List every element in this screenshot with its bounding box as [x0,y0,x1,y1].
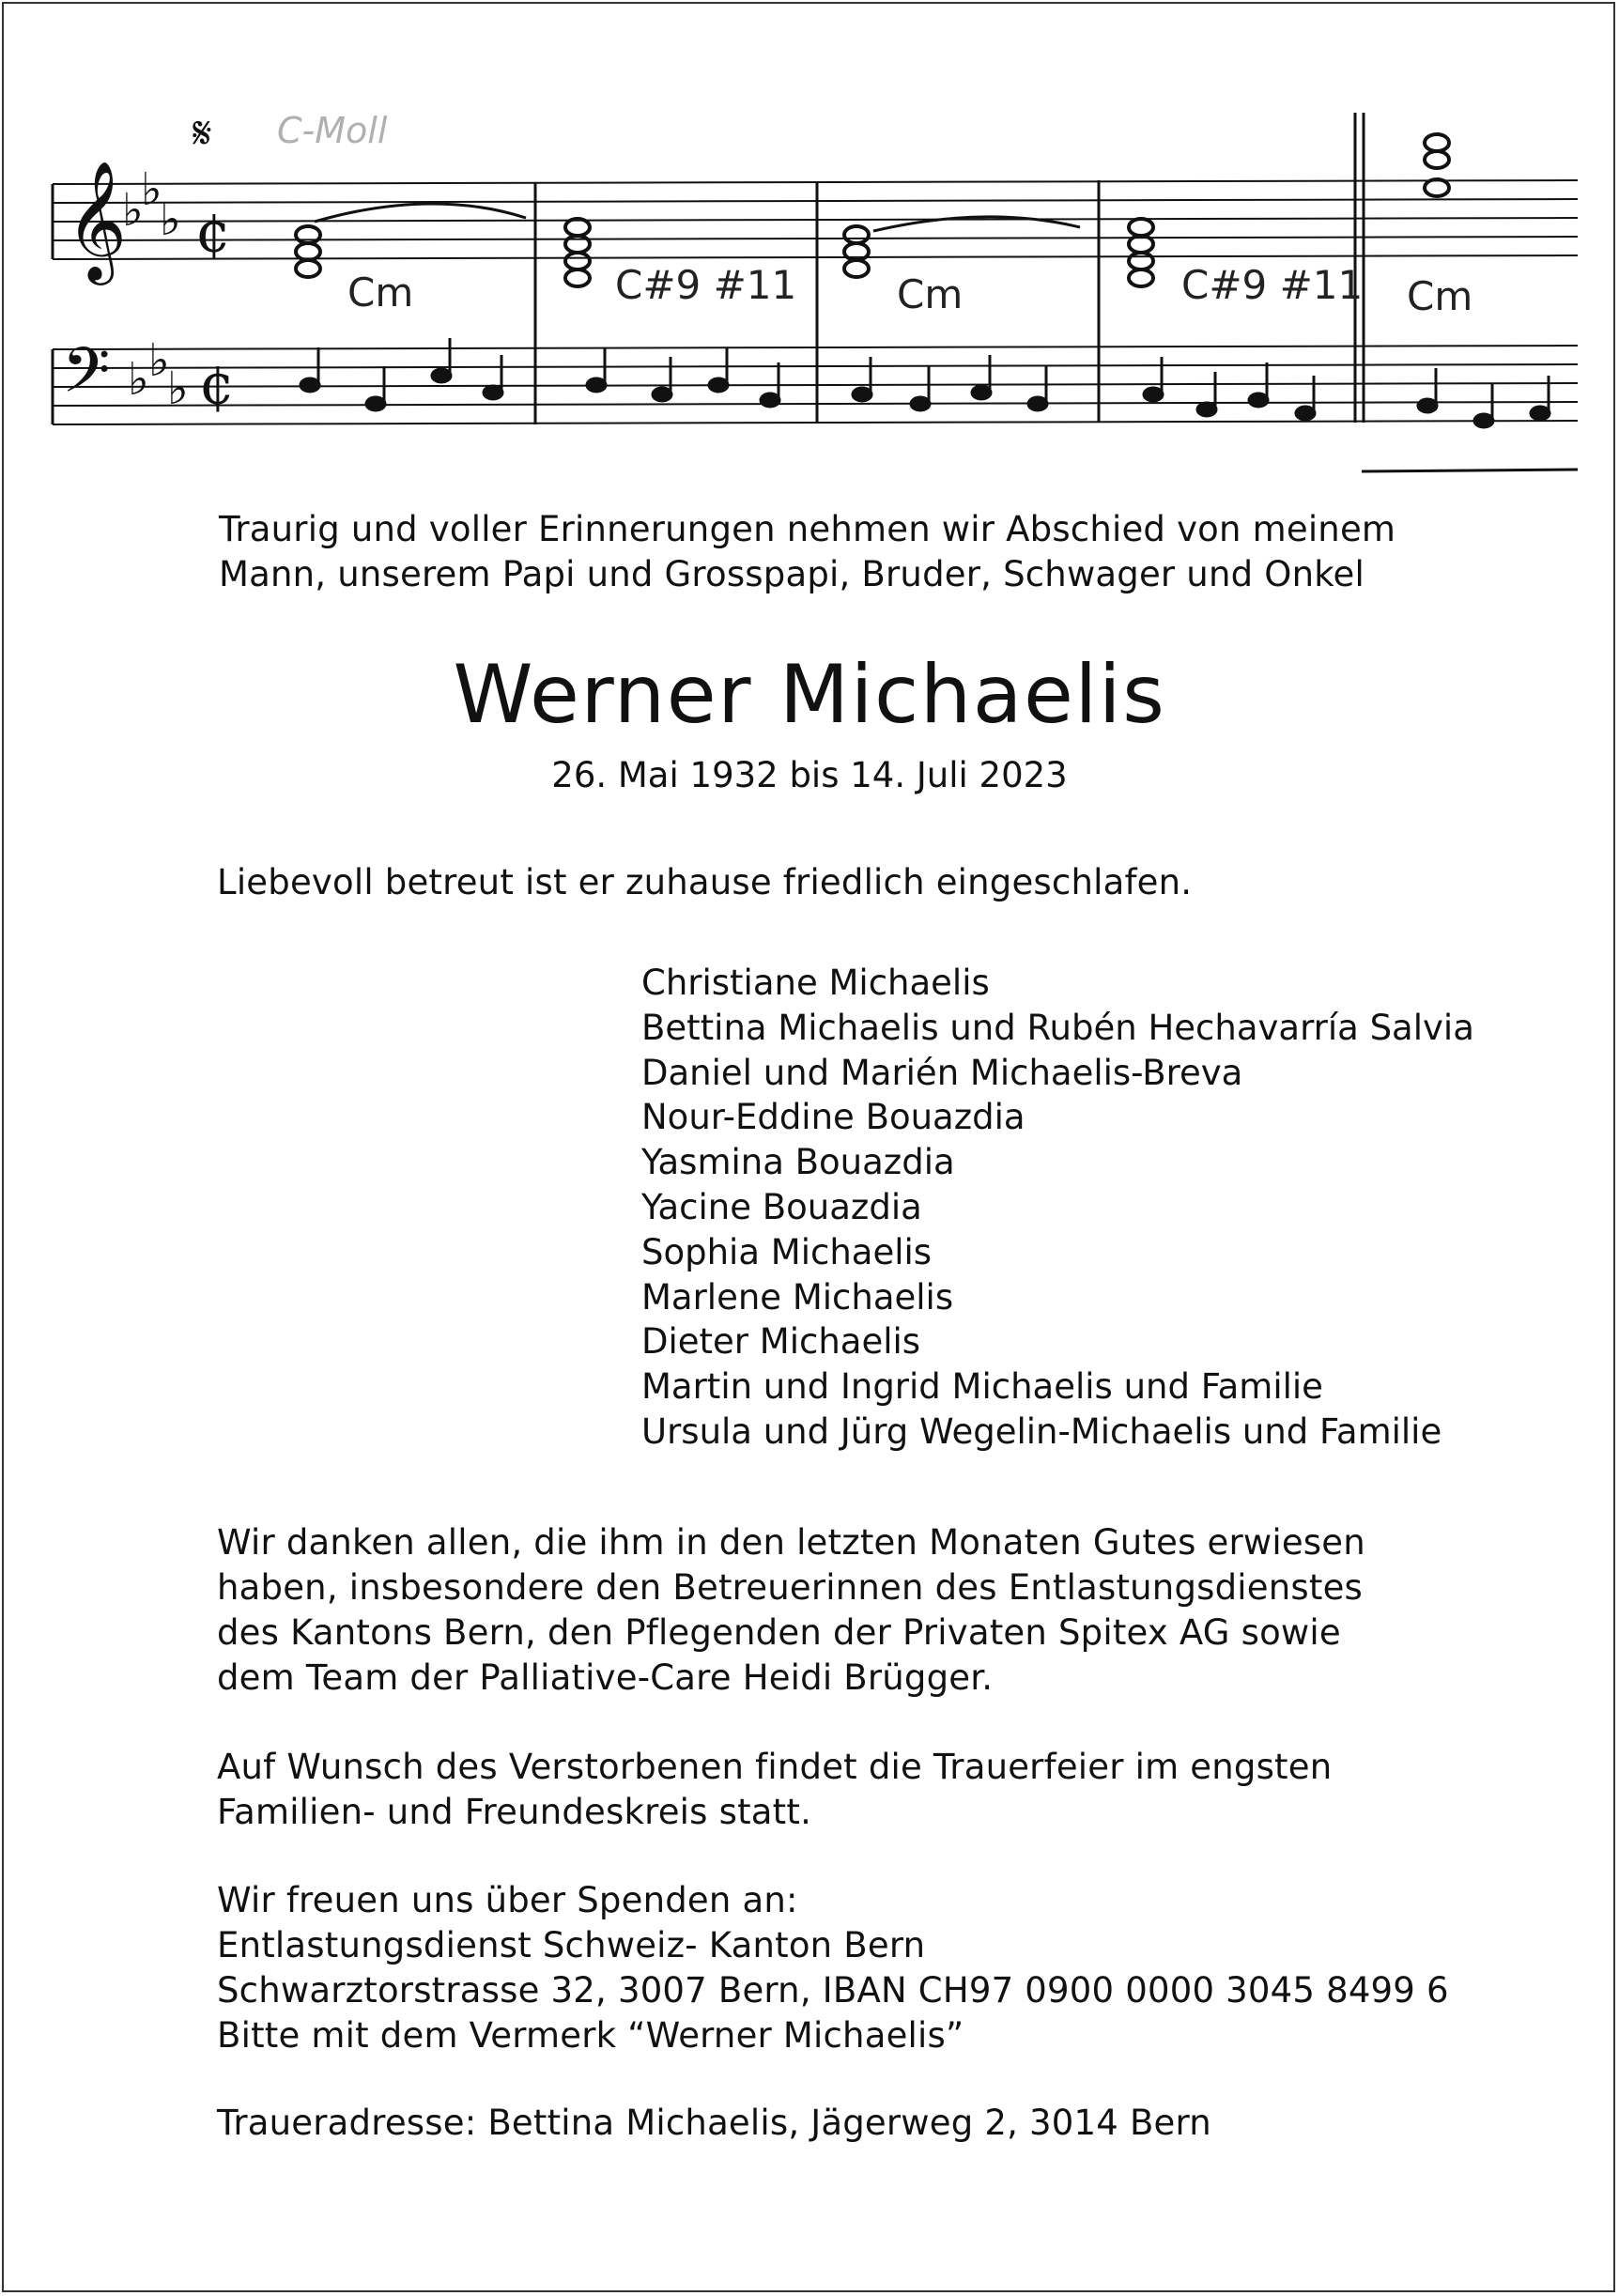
intro-line: Traurig und voller Erinnerungen nehmen wir Abschied von meinem [219,509,1396,549]
mourner-name: Martin und Ingrid Michaelis und Familie [641,1366,1323,1408]
mourner-name: Marlene Michaelis [641,1276,954,1318]
intro-text [219,507,1395,597]
flat-icon: ♭ [167,362,189,415]
mourner-name: Sophia Michaelis [641,1231,933,1272]
donations-line: Bitte mit dem Vermerk “Werner Michaelis” [217,2015,964,2056]
thanks-line: des Kantons Bern, den Pflegenden der Privaten Spitex AG sowie [217,1612,1341,1653]
mourner-name: Ursula und Jürg Wegelin-Michaelis und Familie [641,1410,1442,1452]
life-dates: 26. Mai 1932 bis 14. Juli 2023 [551,755,1068,795]
mourner-name: Christiane Michaelis [641,963,990,1003]
segno-glyph: 𝄋 [193,107,212,160]
mourning-address: Traueradresse: Bettina Michaelis, Jägerweg 2, 3014 Bern [217,2103,1211,2143]
mourner-name: Dieter Michaelis [641,1321,921,1363]
passing-statement: Liebevoll betreut ist er zuhause friedlich eingeschlafen. [217,862,1193,902]
donations-line: Wir freuen uns über Spenden an: [217,1880,798,1920]
cut-time-icon: ¢ [199,352,236,418]
music-score-drawing [47,94,1578,488]
chord-symbol: C#9 #11 [615,262,797,308]
flat-icon: ♭ [148,334,170,387]
deceased-name: Werner Michaelis [453,648,1166,742]
thanks-line: Wir danken allen, die ihm in den letzten Monaten Gutes erwiesen [217,1522,1365,1563]
mourners-list [641,961,1474,1455]
donations-line: Schwarztorstrasse 32, 3007 Bern, IBAN CH97 0900 0000 3045 8499 6 [217,1970,1449,2011]
flat-icon: ♭ [141,163,162,216]
chord-symbol: C#9 #11 [1181,262,1364,308]
mourner-name: Daniel und Marién Michaelis-Breva [641,1052,1243,1093]
cut-time-icon: ¢ [195,200,232,266]
treble-clef-icon: 𝄞 [66,160,128,280]
mourner-name: Yacine Bouazdia [641,1186,922,1227]
donations-line: Entlastungsdienst Schweiz- Kanton Bern [217,1925,926,1965]
bass-clef-icon: 𝄢 [62,334,111,422]
key-annotation: C-Moll [277,110,388,151]
music-score [47,94,1578,488]
mourner-name: Bettina Michaelis und Rubén Hechavarría Salvia [641,1007,1474,1048]
chord-symbol: Cm [1407,273,1473,319]
thanks-line: haben, insbesondere den Betreuerinnen des Entlastungsdienstes [217,1567,1364,1608]
thanks-paragraph [217,1520,1365,1701]
flat-icon: ♭ [128,353,149,406]
ceremony-line: Auf Wunsch des Verstorbenen findet die Trauerfeier im engsten [217,1747,1333,1787]
mourner-name: Yasmina Bouazdia [641,1142,955,1183]
chord-symbol: Cm [897,271,964,317]
thanks-line: dem Team der Palliative-Care Heidi Brügger. [217,1657,994,1698]
ceremony-line: Familien- und Freundeskreis statt. [217,1792,812,1832]
chord-symbol: Cm [347,270,414,316]
donations-paragraph [217,1878,1449,2058]
ceremony-paragraph [217,1745,1332,1835]
intro-line: Mann, unserem Papi und Grosspapi, Bruder, Schwager und Onkel [219,554,1365,594]
flat-icon: ♭ [160,193,181,246]
mourner-name: Nour-Eddine Bouazdia [641,1097,1025,1138]
flat-icon: ♭ [122,184,144,237]
